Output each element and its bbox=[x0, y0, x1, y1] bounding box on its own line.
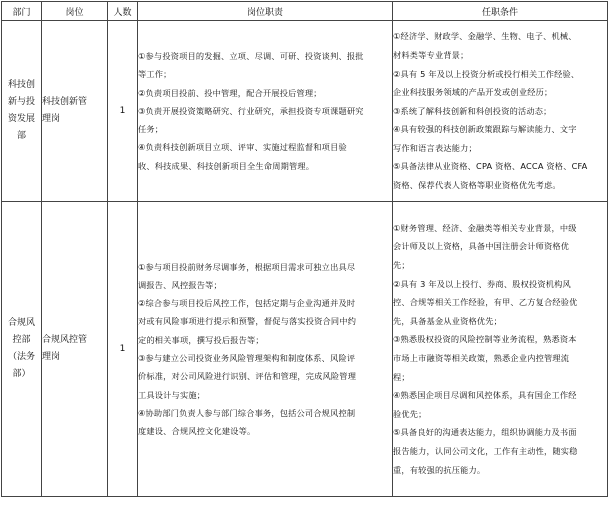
duty-line: 调报告、风控报告等； bbox=[138, 279, 222, 290]
requirement-line: 资格、保荐代表人资格等职业资格优先考虑。 bbox=[393, 180, 561, 191]
dept-line: 资发展 bbox=[7, 114, 35, 124]
count-cell: 1 bbox=[108, 202, 138, 497]
position-line: 理岗 bbox=[42, 114, 61, 124]
dept-cell bbox=[2, 202, 42, 497]
duty-line: ④协助部门负责人参与部门综合事务，包括公司合规风控制 bbox=[138, 407, 356, 418]
duty-line: 对或有风险事项进行提示和预警，督促与落实投资合同中约 bbox=[138, 316, 357, 327]
position-cell bbox=[42, 21, 108, 202]
requirement-line: ③系统了解科技创新和科创投资的活动态； bbox=[393, 105, 552, 116]
requirement-line: ②具有 3 年及以上投行、券商、股权投资机构风 bbox=[393, 278, 571, 289]
dept-cell bbox=[2, 21, 42, 202]
requirement-line: 写作和语言表达能力； bbox=[393, 142, 477, 153]
duty-line: ①参与项目投前财务尽调事务，根据项目需求可独立出具尽 bbox=[138, 261, 356, 272]
header-dept: 部门 bbox=[2, 2, 42, 21]
dept-line: 部） bbox=[12, 369, 31, 379]
duty-line: ④负责科技创新项目立项、评审、实施过程监督和项目验 bbox=[138, 142, 347, 153]
requirement-line: 报告能力，认同公司文化，工作有主动性，随实稳 bbox=[393, 445, 578, 456]
requirement-line: 重，有较强的抗压能力。 bbox=[393, 464, 486, 475]
requirement-line: 验优先； bbox=[393, 408, 427, 419]
requirement-line: ④具有较强的科技创新政策跟踪与解读能力、文字 bbox=[393, 124, 577, 135]
recruitment-table bbox=[1, 1, 608, 497]
duty-line: 收、科技成果、科技创新项目全生命周期管理。 bbox=[138, 160, 315, 171]
dept-line: 控部 bbox=[12, 335, 31, 345]
table-row bbox=[2, 202, 608, 497]
requirements-cell bbox=[393, 21, 608, 202]
duties-cell bbox=[138, 21, 393, 202]
requirement-line: 材料类等专业背景； bbox=[393, 49, 469, 60]
duty-line: 度建设、合规风控文化建设等。 bbox=[138, 426, 256, 437]
requirement-line: ⑤具备法律从业资格、CPA 资格、ACCA 资格、CFA bbox=[393, 161, 588, 172]
requirement-line: 先； bbox=[393, 260, 410, 271]
table-row bbox=[2, 21, 608, 202]
position-line: 理岗 bbox=[42, 352, 61, 362]
requirements-cell bbox=[393, 202, 608, 497]
dept-line: 科技创 bbox=[7, 80, 35, 90]
requirement-line: ④熟悉国企项目尽调和风控体系，具有国企工作经 bbox=[393, 390, 577, 401]
count-cell: 1 bbox=[108, 21, 138, 202]
requirement-line: ①财务管理、经济、金融类等相关专业背景，中级 bbox=[393, 222, 577, 233]
dept-line: 部 bbox=[16, 131, 26, 141]
header-requirements: 任职条件 bbox=[393, 2, 608, 21]
duty-line: ②综合参与项目投后风控工作，包括定期与企业沟通并及时 bbox=[138, 298, 356, 309]
requirement-line: 程； bbox=[393, 371, 410, 382]
position-cell bbox=[42, 202, 108, 497]
duty-line: 等工作； bbox=[138, 69, 172, 80]
requirement-line: ①经济学、财政学、金融学、生物、电子、机械、 bbox=[393, 31, 577, 42]
duties-cell bbox=[138, 202, 393, 497]
dept-line: 新与投 bbox=[7, 97, 35, 107]
requirement-line: ③熟悉股权投资的风险控制等业务流程，熟悉资本 bbox=[393, 334, 577, 345]
duty-line: 定的相关事项，撰写投后报告等； bbox=[138, 334, 264, 345]
requirement-line: 先，具备基金从业资格优先； bbox=[393, 315, 503, 326]
dept-line: （法务 bbox=[7, 352, 35, 362]
duty-line: ③负责开展投资策略研究、行业研究，承担投资专项课题研究 bbox=[138, 105, 364, 116]
duty-line: 任务； bbox=[138, 124, 164, 135]
requirement-line: 控、合规等相关工作经验，有甲、乙方复合经验优 bbox=[393, 297, 578, 308]
dept-line: 合规风 bbox=[7, 318, 35, 328]
requirement-line: 企业科技服务领域的产品开发或创业经历； bbox=[393, 87, 553, 98]
header-row bbox=[2, 2, 608, 21]
duty-line: ③参与建立公司投资业务风险管理架构和制度体系、风险评 bbox=[138, 353, 356, 363]
duty-line: 工具设计与实施； bbox=[138, 389, 206, 400]
header-position: 岗位 bbox=[42, 2, 108, 21]
position-line: 科技创新管 bbox=[42, 97, 88, 107]
requirement-line: ⑤具备良好的沟通表达能力，组织协调能力及书面 bbox=[393, 427, 577, 438]
duty-line: ②负责项目投前、投中管理，配合开展投后管理； bbox=[138, 87, 322, 98]
requirement-line: ②具有 5 年及以上投资分析或投行相关工作经验、 bbox=[393, 68, 580, 79]
requirement-line: 市场上市融资等相关政策，熟悉企业内控管理流 bbox=[393, 353, 570, 363]
requirement-line: 会计师及以上资格，具备中国注册会计师资格优 bbox=[393, 241, 570, 252]
header-count: 人数 bbox=[108, 2, 138, 21]
duty-line: 价标准，对公司风险进行识别、评估和管理，完成风险管理 bbox=[138, 371, 357, 382]
header-duties: 岗位职责 bbox=[138, 2, 393, 21]
duty-line: ①参与投资项目的发掘、立项、尽调、可研、投资谈判、报批 bbox=[138, 50, 364, 61]
position-line: 合规风控管 bbox=[42, 335, 88, 345]
